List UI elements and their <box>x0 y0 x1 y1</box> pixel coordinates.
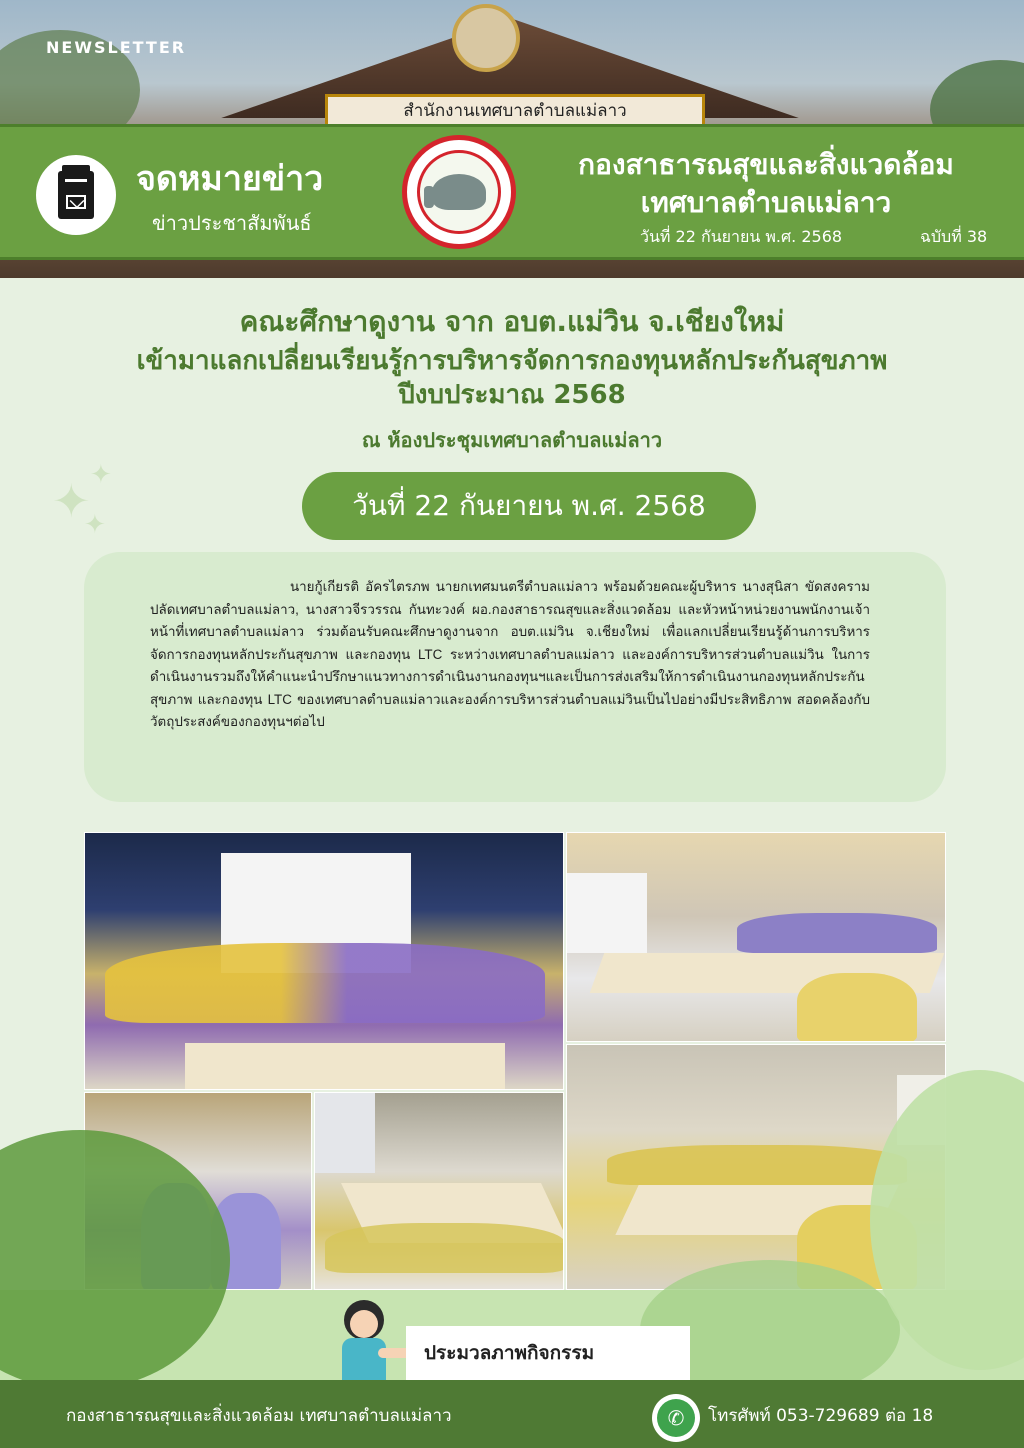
photo-group <box>84 832 564 1090</box>
girl-illustration-icon <box>334 1300 414 1380</box>
org-name-line2: เทศบาลตำบลแม่ลาว <box>640 186 892 219</box>
issue-date: วันที่ 22 กันยายน พ.ศ. 2568 <box>640 227 843 246</box>
issue-number: ฉบับที่ 38 <box>920 227 988 246</box>
photo-meeting-table <box>314 1092 564 1290</box>
mailbox-icon <box>36 155 116 235</box>
phone-icon: ✆ <box>652 1394 700 1442</box>
newsletter-title: จดหมายข่าว <box>136 159 324 199</box>
body-paragraph: นายกู้เกียรติ อัครไตรภพ นายกเทศมนตรีตำบลแม่ลาว พร้อมด้วยคณะผู้บริหาร นางสุนิสา ขัดสงคราม ปลัดเทศบาลตำบลแม่ลาว, นางสาวจีรวรรณ กันทะวงค์ ผอ.กองสาธารณสุขและสิ่งแวดล้อม และหัวหน้าหน่วยงานพนักงานเจ้าหน้าที่เทศบาลตำบลแม่ลาว ร่วมต้อนรับคณะศึกษาดูงานจาก อบต.แม่วิน จ.เชียงใหม่ เพื่อแลกเปลี่ยนเรียนรู้ด้านการบริหารจัดการกองทุนหลักประกันสุขภาพ และกองทุน LTC ระหว่างเทศบาลตำบลแม่ลาว และองค์การบริหารส่วนตำบลแม่วิน ในการดำเนินงานรวมถึงให้คำแนะนำปรึกษาแนวทางการดำเนินงานกองทุนฯและเป็นการส่งเสริมให้การดำเนินงานกองทุนหลักประกันสุขภาพ และกองทุน LTC ของเทศบาลตำบลแม่ลาวและองค์การบริหารส่วนตำบลแม่วินเป็นไปอย่างมีประสิทธิภาพ สอดคล้องกับวัตถุประสงค์ของกองทุนฯต่อไป <box>150 579 870 729</box>
footer-org: กองสาธารณสุขและสิ่งแวดล้อม เทศบาลตำบลแม่ลาว <box>66 1406 452 1426</box>
sparkle-icon: ✦ <box>90 460 112 490</box>
newsletter-label: NEWSLETTER <box>46 38 187 57</box>
elephant-icon <box>432 174 486 210</box>
building-sign: สำนักงานเทศบาลตำบลแม่ลาว <box>325 94 705 128</box>
gallery-caption: ประมวลภาพกิจกรรม <box>406 1326 690 1380</box>
building-seal-icon <box>452 4 520 72</box>
newsletter-subtitle: ข่าวประชาสัมพันธ์ <box>152 211 312 235</box>
headline-line1: คณะศึกษาดูงาน จาก อบต.แม่วิน จ.เชียงใหม่ <box>239 305 785 338</box>
municipality-logo-icon <box>402 135 516 249</box>
masthead-bar <box>0 124 1024 260</box>
org-name-line1: กองสาธารณสุขและสิ่งแวดล้อม <box>578 148 954 181</box>
headline-line3: ปีงบประมาณ 2568 <box>398 380 626 410</box>
headline-venue: ณ ห้องประชุมเทศบาลตำบลแม่ลาว <box>361 428 663 452</box>
sparkle-icon: ✦ <box>52 474 91 528</box>
footer-phone: โทรศัพท์ 053-729689 ต่อ 18 <box>708 1406 934 1426</box>
event-date-pill: วันที่ 22 กันยายน พ.ศ. 2568 <box>302 472 756 540</box>
photo-meeting-wide <box>566 832 946 1042</box>
sparkle-icon: ✦ <box>84 510 106 540</box>
headline-line2: เข้ามาแลกเปลี่ยนเรียนรู้การบริหารจัดการกองทุนหลักประกันสุขภาพ <box>136 346 888 376</box>
